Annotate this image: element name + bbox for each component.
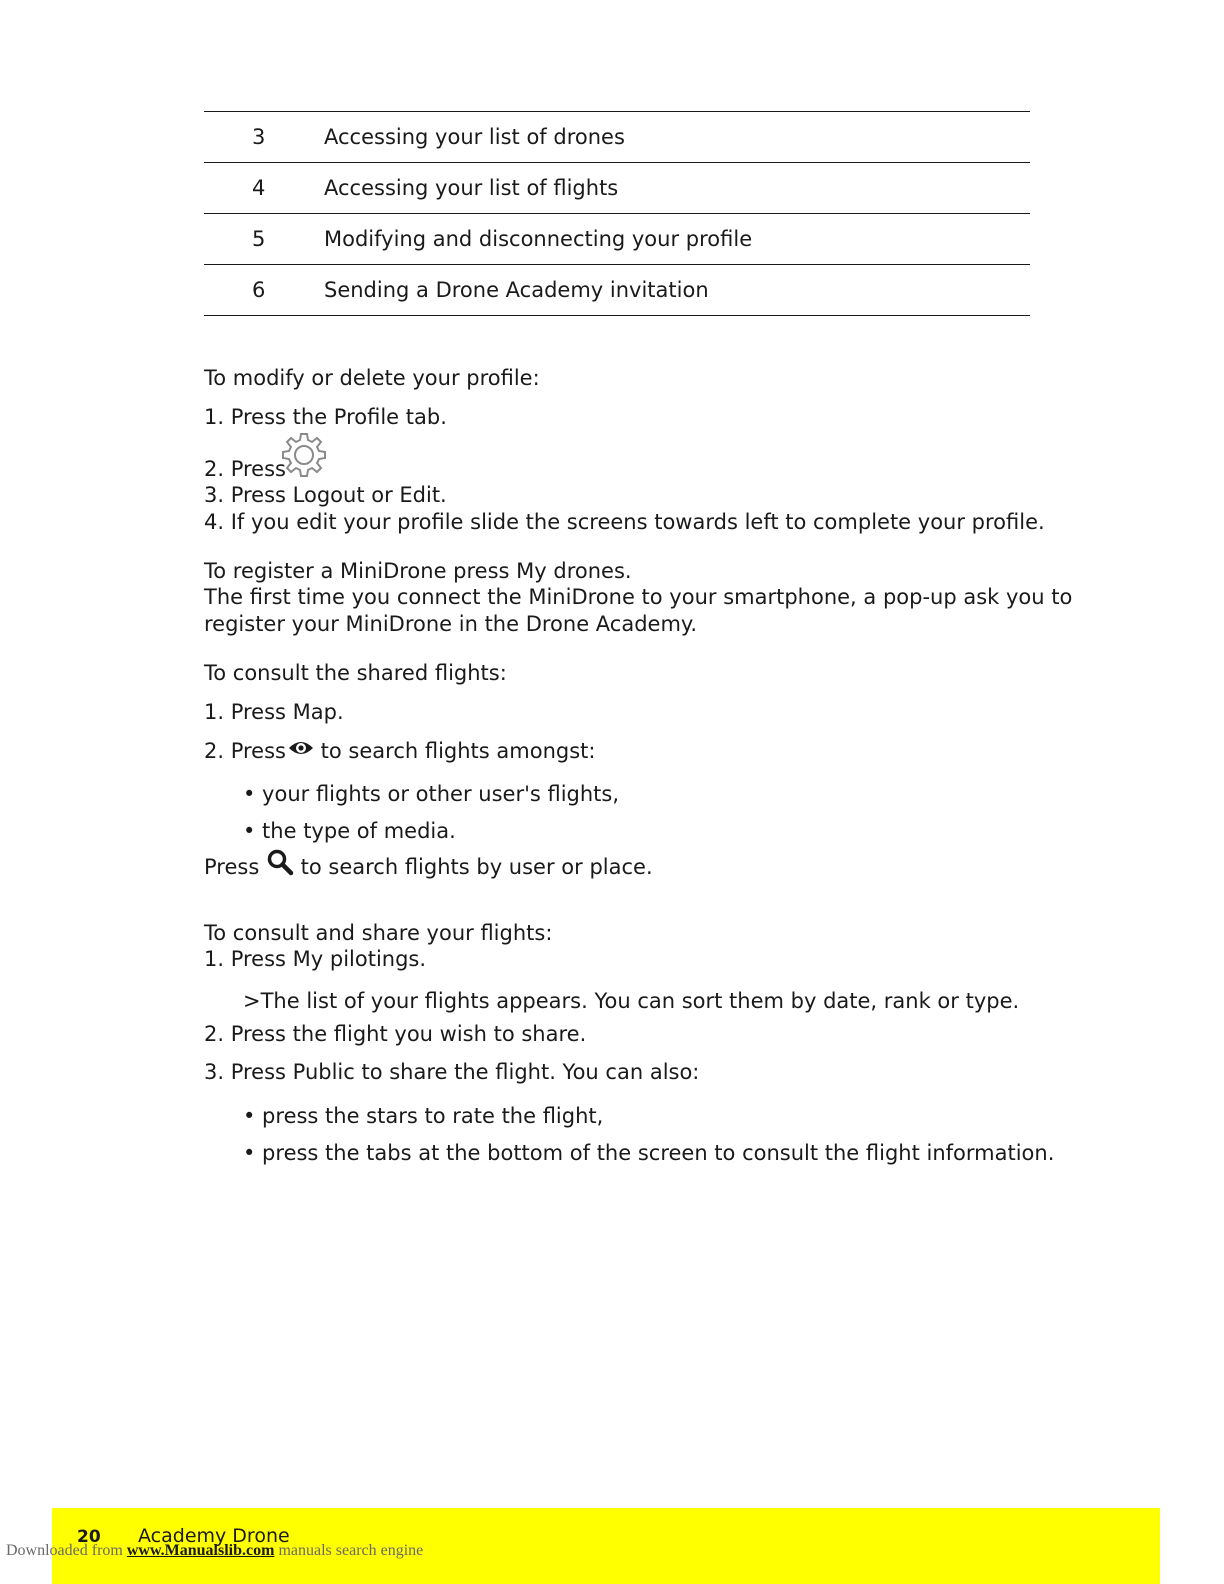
shared-step-2-post: to search flights amongst: (313, 739, 596, 763)
screen-legend-table (204, 111, 1030, 316)
legend-label: Accessing your list of drones (324, 112, 1030, 163)
mine-step-3: 3. Press Public to share the flight. You can also: (204, 1060, 700, 1084)
profile-step-1: 1. Press the Profile tab. (204, 405, 447, 429)
legend-row (204, 163, 1030, 214)
mine-bullet-1: • press the stars to rate the flight, (243, 1104, 604, 1128)
footer-title: Academy Drone (138, 1525, 290, 1547)
download-note (6, 1542, 423, 1560)
legend-label: Accessing your list of flights (324, 163, 1030, 214)
legend-label: Sending a Drone Academy invitation (324, 265, 1030, 316)
eye-icon (288, 738, 314, 758)
profile-step-4: 4. If you edit your profile slide the screens towards left to complete your profile. (204, 510, 1045, 534)
manualslib-link[interactable]: www.Manualslib.com (126, 1542, 275, 1559)
profile-step-3: 3. Press Logout or Edit. (204, 483, 447, 507)
shared-search-post: to search flights by user or place. (293, 855, 653, 879)
legend-row (204, 112, 1030, 163)
legend-number: 5 (204, 214, 324, 265)
legend-number: 4 (204, 163, 324, 214)
profile-step-2 (204, 456, 286, 482)
download-suffix: manuals search engine (274, 1542, 424, 1559)
legend-number: 3 (204, 112, 324, 163)
profile-intro: To modify or delete your profile: (204, 366, 540, 390)
legend-row (204, 265, 1030, 316)
mine-intro: To consult and share your flights: (204, 921, 553, 945)
shared-search-pre: Press (204, 855, 266, 879)
register-line-3: register your MiniDrone in the Drone Academy. (204, 612, 698, 636)
legend-number: 6 (204, 265, 324, 316)
register-line-1: To register a MiniDrone press My drones. (204, 559, 632, 583)
mine-step-1: 1. Press My pilotings. (204, 947, 427, 971)
mine-result: >The list of your flights appears. You can sort them by date, rank or type. (243, 989, 1020, 1013)
shared-step-2 (204, 738, 595, 764)
shared-bullet-1: • your flights or other user's flights, (243, 782, 620, 806)
profile-step-2-text: 2. Press (204, 457, 286, 481)
mine-bullet-2: • press the tabs at the bottom of the screen to consult the flight information. (243, 1141, 1055, 1165)
shared-step-2-pre: 2. Press (204, 739, 286, 763)
mine-step-2: 2. Press the flight you wish to share. (204, 1022, 587, 1046)
download-prefix: Downloaded from (6, 1542, 127, 1559)
legend-row (204, 214, 1030, 265)
gear-icon (279, 430, 329, 480)
shared-intro: To consult the shared flights: (204, 661, 507, 685)
search-icon (266, 848, 294, 876)
shared-search-line (204, 854, 653, 880)
shared-bullet-2: • the type of media. (243, 819, 456, 843)
page-number: 20 (77, 1527, 101, 1547)
register-line-2: The first time you connect the MiniDrone to your smartphone, a pop-up ask you to (204, 585, 1073, 609)
legend-label: Modifying and disconnecting your profile (324, 214, 1030, 265)
shared-step-1: 1. Press Map. (204, 700, 344, 724)
